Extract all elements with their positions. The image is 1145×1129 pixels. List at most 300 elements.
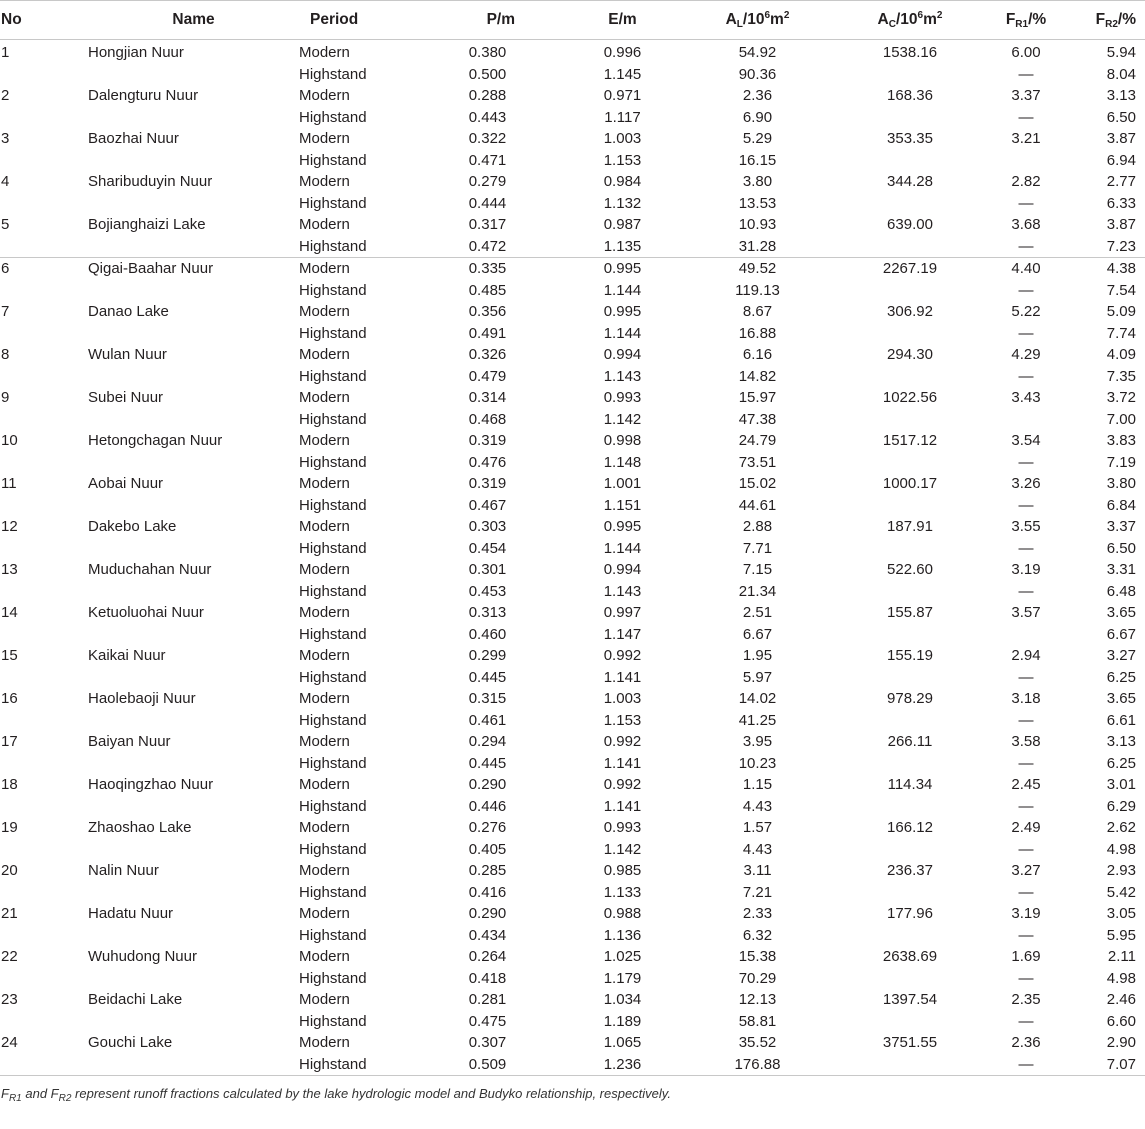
cell-name: Wulan Nuur [88,346,167,363]
cell-fr2: 4.09 [1106,346,1136,363]
cell-al: 21.34 [738,582,777,600]
cell-p: 0.405 [468,840,507,858]
cell-fr2: 3.05 [1106,905,1136,922]
cell-al: 70.29 [738,969,777,987]
table-row [0,860,1145,882]
table-row [0,64,1145,86]
cell-al: 2.51 [742,604,773,621]
header-name: Name [83,1,299,40]
cell-period: Highstand [299,582,367,600]
cell-al: 16.15 [738,151,777,169]
cell-al: 1.57 [742,819,773,836]
cell-fr2: 6.29 [1106,797,1136,815]
header-fr2: $F_{R2}/\%$ [1067,1,1145,40]
cell-fr1: — [1018,281,1034,299]
table-row [0,516,1145,538]
cell-period: Highstand [299,711,367,729]
cell-ac: 3751.55 [882,1034,938,1051]
table-row [0,602,1145,624]
table-row [0,344,1145,366]
cell-fr2: 7.07 [1067,1054,1145,1076]
cell-no: 18 [1,776,18,793]
cell-ac: 187.91 [887,518,933,535]
cell-al: 5.97 [742,668,773,686]
cell-al: 6.16 [742,346,773,363]
cell-fr2: 5.94 [1106,44,1136,61]
cell-fr1: 3.57 [1011,604,1041,621]
cell-name [83,280,299,302]
cell-ac [835,581,985,603]
cell-name [83,710,299,732]
cell-ac: 2267.19 [835,258,985,280]
cell-no: 11 [1,475,17,492]
cell-p: 0.303 [468,518,507,535]
cell-no: 21 [1,905,18,922]
cell-fr1: — [1018,668,1034,686]
cell-al: 3.80 [742,173,773,190]
table-row [0,236,1145,258]
cell-name: Dakebo Lake [88,518,177,535]
cell-p: 0.460 [468,625,507,643]
cell-no [0,107,83,129]
cell-e: 1.153 [603,711,642,729]
cell-ac [835,236,985,258]
cell-no [0,495,83,517]
table-row [0,753,1145,775]
cell-al: 7.21 [742,883,773,901]
cell-period: Highstand [299,324,367,342]
cell-ac: 1538.16 [882,44,938,61]
cell-ac: 177.96 [887,905,933,922]
cell-p: 0.314 [468,389,507,406]
cell-fr1: 4.29 [1011,346,1041,363]
cell-fr2: 6.84 [1106,496,1136,514]
cell-name [83,882,299,904]
cell-period: Modern [299,561,350,578]
cell-p: 0.317 [468,216,507,233]
cell-al: 2.88 [742,518,773,535]
cell-no: 14 [1,604,18,621]
cell-name: Muduchahan Nuur [88,561,212,578]
cell-period: Modern [299,216,350,233]
table-row [0,710,1145,732]
cell-e: 0.995 [603,303,642,320]
cell-fr2: 3.83 [1106,432,1136,449]
cell-fr1: — [1018,324,1034,342]
table-row [0,366,1145,388]
cell-fr1 [985,409,1067,431]
cell-name: Nalin Nuur [88,862,159,879]
cell-e: 0.996 [603,44,642,61]
cell-no: 5 [1,216,10,233]
cell-e: 0.984 [603,173,642,190]
cell-no [0,323,83,345]
cell-e: 1.144 [603,324,642,342]
table-row [0,280,1145,302]
cell-ac: 166.12 [887,819,933,836]
table-row [0,387,1145,409]
cell-p: 0.509 [410,1054,565,1076]
cell-al: 7.15 [742,561,773,578]
cell-ac [835,710,985,732]
cell-no [0,882,83,904]
cell-al: 15.97 [738,389,777,406]
cell-fr1: 3.37 [1011,87,1041,104]
cell-e: 1.142 [603,840,642,858]
cell-name: Sharibuduyin Nuur [88,173,213,190]
table-row [0,1032,1145,1054]
cell-fr1: 6.00 [1011,44,1041,61]
cell-period: Modern [299,819,350,836]
cell-fr2: 4.98 [1106,969,1136,987]
cell-e: 1.142 [603,410,642,428]
cell-p: 0.264 [468,948,507,965]
cell-ac [835,839,985,861]
cell-fr1: 3.27 [1011,862,1041,879]
cell-fr1: — [1018,65,1034,83]
cell-fr2: 6.33 [1106,194,1136,212]
cell-ac [835,538,985,560]
cell-fr2: 3.87 [1106,216,1136,233]
cell-period: Modern [299,173,350,190]
cell-p: 0.279 [468,173,507,190]
cell-no [0,667,83,689]
cell-e: 0.998 [603,432,642,449]
cell-fr1: — [1018,711,1034,729]
cell-name [83,753,299,775]
cell-name [83,366,299,388]
cell-fr1: — [1018,797,1034,815]
cell-period: Modern [299,733,350,750]
cell-fr2: 4.98 [1106,840,1136,858]
cell-name [83,925,299,947]
cell-period: Highstand [299,65,367,83]
cell-no: 9 [1,389,10,406]
cell-ac: 639.00 [887,216,933,233]
cell-no: 13 [1,561,18,578]
cell-ac: 155.87 [887,604,933,621]
cell-fr2: 6.50 [1106,108,1136,126]
cell-no: 23 [1,991,18,1008]
cell-ac [835,753,985,775]
cell-no: 12 [1,518,18,535]
cell-p: 0.461 [468,711,507,729]
cell-fr1: 1.69 [1011,948,1041,965]
cell-fr2: 3.65 [1106,690,1136,707]
cell-period: Modern [299,604,350,621]
cell-fr1: — [1018,969,1034,987]
cell-ac [835,624,985,646]
cell-p: 0.313 [468,604,507,621]
cell-p: 0.443 [468,108,507,126]
table-row [0,1011,1145,1033]
cell-fr2: 3.72 [1106,389,1136,406]
cell-fr1 [985,150,1067,172]
cell-e: 1.136 [603,926,642,944]
cell-fr2: 2.46 [1106,991,1136,1008]
cell-fr1: — [1018,367,1034,385]
cell-period: Highstand [299,108,367,126]
cell-no [0,236,83,258]
header-period: Period [299,1,410,40]
header-al: $A_L/10^6m^2$ [680,1,835,40]
cell-fr2: 6.60 [1106,1012,1136,1030]
cell-al: 3.95 [742,733,773,750]
cell-e: 0.995 [603,518,642,535]
cell-no: 19 [1,819,18,836]
cell-e: 1.141 [603,754,642,772]
cell-period: Modern [299,130,350,147]
header-ac: $A_C/10^6m^2$ [835,1,985,40]
cell-fr2: 7.23 [1106,237,1136,255]
table-row [0,946,1145,968]
cell-al: 4.43 [742,797,773,815]
cell-e: 1.145 [603,65,642,83]
cell-al: 12.13 [738,991,777,1008]
cell-p: 0.315 [468,690,507,707]
table-row [0,1054,1145,1076]
cell-fr2: 7.74 [1106,324,1136,342]
cell-e: 1.143 [603,367,642,385]
cell-p: 0.418 [468,969,507,987]
cell-ac [835,409,985,431]
cell-fr1: — [1018,883,1034,901]
cell-period: Modern [299,862,350,879]
cell-e: 1.151 [603,496,642,514]
table-row [0,452,1145,474]
cell-fr1: 3.19 [1011,905,1041,922]
cell-p: 0.475 [468,1012,507,1030]
cell-e: 1.034 [603,991,642,1008]
cell-period: Modern [299,475,350,492]
cell-p: 0.335 [410,258,565,280]
cell-period: Highstand [299,754,367,772]
cell-name [83,839,299,861]
cell-period: Modern [299,432,350,449]
table-footnote: $F_{R1}$ and $F_{R2}$ represent runoff fractions calculated by the lake hydrologic model and Budyko relationship, respectively. [1,1086,671,1104]
cell-al: 10.23 [738,754,777,772]
cell-ac [835,667,985,689]
table-row [0,85,1145,107]
table-row [0,774,1145,796]
cell-ac: 344.28 [887,173,933,190]
cell-ac: 168.36 [887,87,933,104]
table-row [0,323,1145,345]
cell-no [0,64,83,86]
cell-al: 15.02 [738,475,777,492]
cell-p: 0.281 [468,991,507,1008]
table-row [0,817,1145,839]
cell-period: Modern [299,1034,350,1051]
cell-p: 0.485 [468,281,507,299]
cell-fr2: 5.42 [1106,883,1136,901]
cell-al: 58.81 [738,1012,777,1030]
cell-e: 1.025 [603,948,642,965]
cell-period: Highstand [299,367,367,385]
cell-e: 1.141 [603,668,642,686]
cell-period: Modern [299,303,350,320]
cell-name [83,968,299,990]
cell-name: Wuhudong Nuur [88,948,197,965]
cell-al: 14.02 [738,690,777,707]
cell-e: 1.143 [603,582,642,600]
cell-fr2: 3.31 [1106,561,1136,578]
cell-p: 0.454 [468,539,507,557]
cell-name: Baiyan Nuur [88,733,171,750]
cell-e: 1.189 [603,1012,642,1030]
cell-e: 1.148 [603,453,642,471]
cell-period: Modern [299,346,350,363]
cell-period: Highstand [299,1012,367,1030]
cell-period: Highstand [299,1054,410,1076]
cell-no: 3 [1,130,10,147]
cell-ac [835,193,985,215]
cell-e: 1.001 [603,475,642,492]
cell-period: Modern [299,690,350,707]
cell-no: 17 [1,733,18,750]
cell-name: Danao Lake [88,303,169,320]
cell-no: 16 [1,690,18,707]
cell-no [0,1011,83,1033]
cell-p: 0.446 [468,797,507,815]
cell-period: Highstand [299,969,367,987]
table-row [0,624,1145,646]
cell-no: 7 [1,303,10,320]
cell-fr1: — [1018,496,1034,514]
cell-ac: 978.29 [887,690,933,707]
cell-name [83,409,299,431]
table-row [0,559,1145,581]
cell-period: Highstand [299,410,367,428]
cell-p: 0.326 [468,346,507,363]
cell-p: 0.500 [468,65,507,83]
table-row [0,645,1145,667]
cell-no [0,193,83,215]
cell-period: Highstand [299,840,367,858]
table-row [0,731,1145,753]
cell-p: 0.290 [468,905,507,922]
cell-fr1: — [985,1054,1067,1076]
cell-p: 0.356 [468,303,507,320]
table-row [0,150,1145,172]
table-row [0,214,1145,236]
cell-fr1: — [1018,539,1034,557]
cell-period: Highstand [299,496,367,514]
cell-p: 0.445 [468,668,507,686]
cell-no: 8 [1,346,10,363]
cell-fr2: 2.93 [1106,862,1136,879]
cell-al: 41.25 [738,711,777,729]
cell-e: 0.985 [603,862,642,879]
table-row [0,128,1145,150]
cell-no [0,968,83,990]
table-row [0,409,1145,431]
cell-period: Modern [299,389,350,406]
table-row [0,107,1145,129]
cell-ac [835,280,985,302]
cell-name: Hetongchagan Nuur [88,432,223,449]
cell-ac: 266.11 [887,733,933,750]
cell-p: 0.491 [468,324,507,342]
table-row [0,882,1145,904]
cell-fr1: 2.94 [1011,647,1041,664]
cell-fr1 [985,624,1067,646]
cell-p: 0.416 [468,883,507,901]
cell-name: Baozhai Nuur [88,130,179,147]
cell-no [0,624,83,646]
cell-ac: 1517.12 [882,432,938,449]
cell-al: 44.61 [738,496,777,514]
cell-no [0,796,83,818]
header-no: No [0,1,83,40]
table-row [0,193,1145,215]
cell-fr2: 6.25 [1106,668,1136,686]
cell-name: Zhaoshao Lake [88,819,192,836]
cell-no [0,581,83,603]
cell-ac: 155.19 [887,647,933,664]
cell-fr2: 4.38 [1067,258,1145,280]
cell-name [83,64,299,86]
cell-p: 0.468 [468,410,507,428]
cell-name: Kaikai Nuur [88,647,166,664]
cell-e: 1.147 [603,625,642,643]
cell-no: 10 [1,432,18,449]
cell-fr1: 2.82 [1011,173,1041,190]
cell-e: 0.995 [565,258,680,280]
cell-al: 10.93 [738,216,777,233]
cell-al: 176.88 [680,1054,835,1076]
table-row [0,667,1145,689]
header-e: E/m [565,1,680,40]
cell-al: 8.67 [742,303,773,320]
cell-fr1: 3.68 [1011,216,1041,233]
cell-fr1: 2.45 [1011,776,1041,793]
cell-no [0,452,83,474]
cell-no [0,366,83,388]
cell-ac: 522.60 [887,561,933,578]
cell-fr2: 3.13 [1106,733,1136,750]
cell-e: 1.144 [603,539,642,557]
cell-e: 1.003 [603,130,642,147]
cell-no: 2 [1,87,10,104]
cell-period: Modern [299,905,350,922]
cell-al: 47.38 [738,410,777,428]
cell-fr1: 5.22 [1011,303,1041,320]
table-row [0,968,1145,990]
table-row [0,495,1145,517]
cell-name: Subei Nuur [88,389,164,406]
cell-no [0,710,83,732]
table-row [0,301,1145,323]
cell-e: 1.117 [604,108,641,126]
cell-no [0,753,83,775]
cell-period: Modern [299,87,350,104]
cell-al: 54.92 [738,44,777,61]
table-row [0,903,1145,925]
cell-fr1: 2.36 [1011,1034,1041,1051]
cell-fr1: — [1018,194,1034,212]
cell-ac: 1022.56 [882,389,938,406]
cell-no: 24 [1,1034,18,1051]
cell-no: 4 [1,173,10,190]
cell-al: 4.43 [742,840,773,858]
cell-fr2: 2.11 [1107,948,1136,965]
table-row [0,538,1145,560]
cell-al: 3.11 [743,862,772,879]
cell-fr2: 3.27 [1106,647,1136,664]
cell-ac [835,882,985,904]
cell-p: 0.301 [468,561,507,578]
